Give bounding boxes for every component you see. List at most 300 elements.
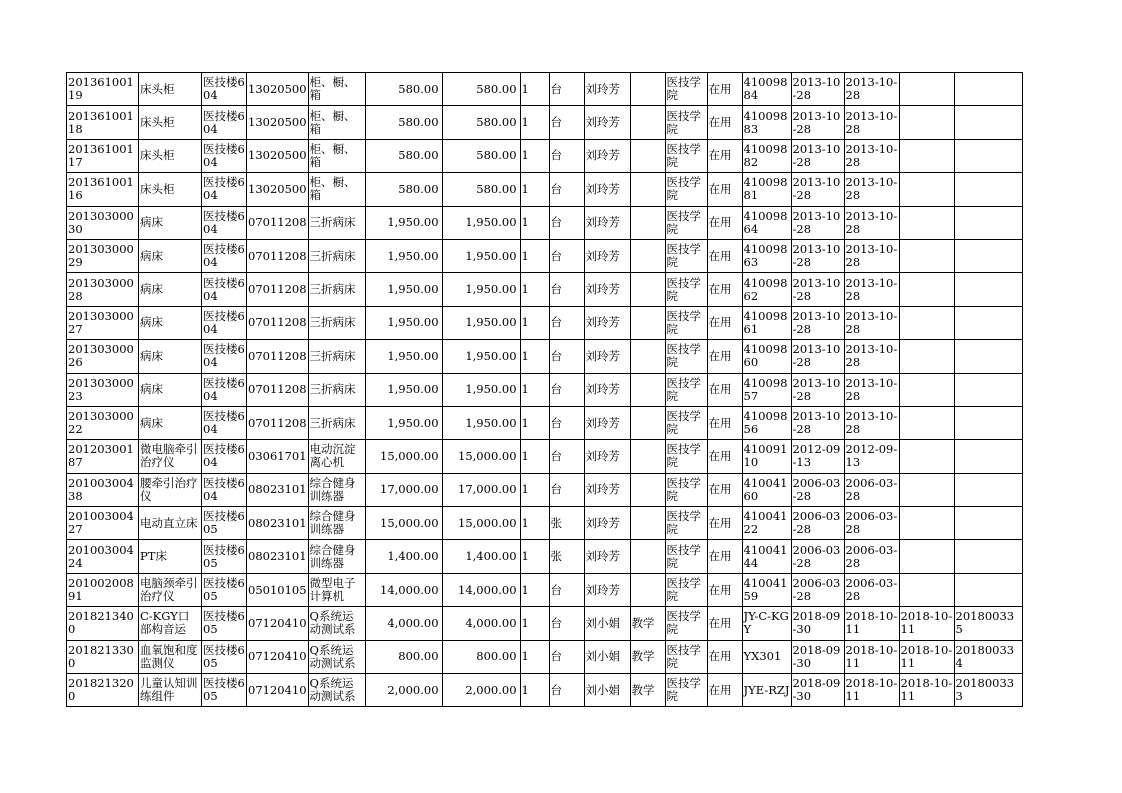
table-cell: 台 xyxy=(549,173,584,206)
table-cell: 1 xyxy=(520,674,549,707)
table-cell: 20100300438 xyxy=(67,473,139,506)
table-cell: Q系统运动测试系 xyxy=(308,674,365,707)
table-cell: 医技学院 xyxy=(665,507,707,540)
table-cell: 1,950.00 xyxy=(442,206,520,239)
table-cell: 201800334 xyxy=(954,640,1022,673)
table-cell: 刘玲芳 xyxy=(584,206,630,239)
table-cell: 580.00 xyxy=(365,173,442,206)
table-cell xyxy=(630,173,665,206)
table-cell: 刘玲芳 xyxy=(584,306,630,339)
table-cell: 医技学院 xyxy=(665,440,707,473)
table-cell: 20130300028 xyxy=(67,273,139,306)
table-cell: 2013-10-28 xyxy=(844,273,899,306)
table-cell: 20120300187 xyxy=(67,440,139,473)
table-cell xyxy=(899,306,954,339)
table-cell: 41004122 xyxy=(742,507,791,540)
table-cell: 台 xyxy=(549,139,584,172)
table-cell xyxy=(630,373,665,406)
table-cell: 医技学院 xyxy=(665,173,707,206)
table-row xyxy=(67,573,1023,606)
table-cell: 1 xyxy=(520,273,549,306)
table-cell: 2013-10-28 xyxy=(791,373,844,406)
table-cell: 41009884 xyxy=(742,73,791,106)
table-cell: 教学 xyxy=(630,607,665,640)
table-cell: 1 xyxy=(520,640,549,673)
table-cell: PT床 xyxy=(139,540,202,573)
table-cell xyxy=(630,473,665,506)
table-cell: 1 xyxy=(520,239,549,272)
table-cell: 病床 xyxy=(139,206,202,239)
table-cell: 医技学院 xyxy=(665,73,707,106)
table-cell: 20130300023 xyxy=(67,373,139,406)
table-cell xyxy=(899,106,954,139)
table-cell: 2013-10-28 xyxy=(844,340,899,373)
table-cell xyxy=(899,206,954,239)
table-cell: 1,950.00 xyxy=(365,273,442,306)
table-cell: 2006-03-28 xyxy=(791,573,844,606)
table-cell: 台 xyxy=(549,306,584,339)
table-cell: 电脑颈牵引治疗仪 xyxy=(139,573,202,606)
table-cell: 台 xyxy=(549,340,584,373)
table-cell: 17,000.00 xyxy=(442,473,520,506)
table-cell: 台 xyxy=(549,640,584,673)
table-cell: 医技楼605 xyxy=(202,573,247,606)
table-cell: 病床 xyxy=(139,239,202,272)
table-cell: 1,950.00 xyxy=(365,340,442,373)
table-cell: 医技学院 xyxy=(665,373,707,406)
table-cell: 刘玲芳 xyxy=(584,73,630,106)
table-cell xyxy=(954,306,1022,339)
table-cell: 2012-09-13 xyxy=(791,440,844,473)
table-cell: 20136100117 xyxy=(67,139,139,172)
table-cell: C-KGY口部构音运 xyxy=(139,607,202,640)
table-cell: 07011208 xyxy=(247,206,309,239)
table-cell: 1 xyxy=(520,473,549,506)
table-cell xyxy=(630,440,665,473)
table-cell: 刘玲芳 xyxy=(584,340,630,373)
table-cell: 医技楼604 xyxy=(202,373,247,406)
table-cell: 病床 xyxy=(139,273,202,306)
table-cell: 13020500 xyxy=(247,106,309,139)
table-cell xyxy=(954,473,1022,506)
table-cell: 台 xyxy=(549,473,584,506)
table-cell: 在用 xyxy=(707,239,742,272)
table-cell: 2018213200 xyxy=(67,674,139,707)
table-row xyxy=(67,139,1023,172)
table-cell: 2006-03-28 xyxy=(791,540,844,573)
table-cell: 刘小娟 xyxy=(584,674,630,707)
table-cell: 41009863 xyxy=(742,239,791,272)
table-cell: 20130300030 xyxy=(67,206,139,239)
table-row xyxy=(67,373,1023,406)
table-cell: 41009860 xyxy=(742,340,791,373)
table-cell: 医技学院 xyxy=(665,406,707,439)
table-cell: 2013-10-28 xyxy=(791,139,844,172)
table-cell: 台 xyxy=(549,73,584,106)
table-cell: 2018-09-30 xyxy=(791,674,844,707)
table-cell: 柜、橱、箱 xyxy=(308,73,365,106)
table-cell: 1,950.00 xyxy=(365,406,442,439)
table-cell: 14,000.00 xyxy=(365,573,442,606)
table-cell: 台 xyxy=(549,573,584,606)
table-cell: 柜、橱、箱 xyxy=(308,106,365,139)
table-cell: 41004160 xyxy=(742,473,791,506)
table-cell: 电动直立床 xyxy=(139,507,202,540)
table-row xyxy=(67,406,1023,439)
table-cell: 1 xyxy=(520,106,549,139)
table-cell: 2013-10-28 xyxy=(791,206,844,239)
table-cell: 刘玲芳 xyxy=(584,507,630,540)
table-cell: 2013-10-28 xyxy=(844,306,899,339)
table-cell: 2018-10-11 xyxy=(844,607,899,640)
table-cell: 三折病床 xyxy=(308,406,365,439)
table-cell xyxy=(899,340,954,373)
table-cell: 刘玲芳 xyxy=(584,239,630,272)
table-cell xyxy=(630,306,665,339)
table-cell xyxy=(630,406,665,439)
table-cell: 2,000.00 xyxy=(365,674,442,707)
table-cell: 03061701 xyxy=(247,440,309,473)
table-cell: Q系统运动测试系 xyxy=(308,607,365,640)
table-row xyxy=(67,340,1023,373)
table-cell: 三折病床 xyxy=(308,340,365,373)
table-cell: 2013-10-28 xyxy=(791,340,844,373)
table-cell: 刘玲芳 xyxy=(584,373,630,406)
table-cell: 2018213300 xyxy=(67,640,139,673)
table-cell: 1 xyxy=(520,73,549,106)
table-cell: 医技楼605 xyxy=(202,674,247,707)
table-cell: 在用 xyxy=(707,573,742,606)
table-cell: 2018-10-11 xyxy=(899,674,954,707)
table-cell xyxy=(899,540,954,573)
table-cell xyxy=(954,573,1022,606)
table-cell: 20100200891 xyxy=(67,573,139,606)
table-cell: 医技楼604 xyxy=(202,440,247,473)
table-cell: 15,000.00 xyxy=(442,440,520,473)
table-cell: 41009882 xyxy=(742,139,791,172)
table-cell: 2,000.00 xyxy=(442,674,520,707)
table-cell: 1 xyxy=(520,607,549,640)
table-cell: 2018-10-11 xyxy=(844,674,899,707)
table-cell xyxy=(954,406,1022,439)
table-cell xyxy=(954,340,1022,373)
table-cell: 07120410 xyxy=(247,674,309,707)
table-cell: 台 xyxy=(549,674,584,707)
table-cell: 医技楼605 xyxy=(202,507,247,540)
table-cell: 柜、橱、箱 xyxy=(308,173,365,206)
table-row xyxy=(67,674,1023,707)
table-cell: 在用 xyxy=(707,440,742,473)
table-cell xyxy=(954,239,1022,272)
table-cell: 580.00 xyxy=(365,73,442,106)
table-cell: 在用 xyxy=(707,507,742,540)
table-cell: 医技学院 xyxy=(665,106,707,139)
table-cell: 2006-03-28 xyxy=(844,473,899,506)
table-cell: 床头柜 xyxy=(139,139,202,172)
table-cell: 三折病床 xyxy=(308,206,365,239)
table-cell: 1 xyxy=(520,440,549,473)
table-cell xyxy=(899,139,954,172)
table-cell: 医技楼604 xyxy=(202,139,247,172)
table-cell xyxy=(954,273,1022,306)
table-cell: 1,400.00 xyxy=(365,540,442,573)
table-cell xyxy=(954,373,1022,406)
table-cell: 医技楼604 xyxy=(202,106,247,139)
table-row xyxy=(67,173,1023,206)
table-cell xyxy=(630,139,665,172)
table-cell: 41009861 xyxy=(742,306,791,339)
table-cell: 刘玲芳 xyxy=(584,173,630,206)
table-cell: 41009857 xyxy=(742,373,791,406)
table-cell: 刘玲芳 xyxy=(584,406,630,439)
table-row xyxy=(67,540,1023,573)
table-cell: 医技楼604 xyxy=(202,406,247,439)
table-cell: 病床 xyxy=(139,340,202,373)
table-cell: 台 xyxy=(549,206,584,239)
table-cell: 2006-03-28 xyxy=(844,540,899,573)
table-cell xyxy=(630,540,665,573)
table-cell: 20136100116 xyxy=(67,173,139,206)
table-cell: 07120410 xyxy=(247,607,309,640)
table-cell: 医技楼604 xyxy=(202,239,247,272)
table-cell: 三折病床 xyxy=(308,239,365,272)
table-cell xyxy=(630,340,665,373)
table-cell: 17,000.00 xyxy=(365,473,442,506)
table-cell: 20100300424 xyxy=(67,540,139,573)
table-cell: 580.00 xyxy=(442,73,520,106)
table-cell: 41004159 xyxy=(742,573,791,606)
table-cell xyxy=(954,507,1022,540)
table-cell: 20136100119 xyxy=(67,73,139,106)
table-cell: 1 xyxy=(520,507,549,540)
table-cell: 2013-10-28 xyxy=(844,106,899,139)
table-cell: 1 xyxy=(520,306,549,339)
table-cell: 41009864 xyxy=(742,206,791,239)
table-cell xyxy=(630,206,665,239)
table-cell: JY-C-KGY xyxy=(742,607,791,640)
table-cell: 20130300027 xyxy=(67,306,139,339)
table-cell: 41009881 xyxy=(742,173,791,206)
table-row xyxy=(67,607,1023,640)
table-cell: 1,950.00 xyxy=(365,206,442,239)
table-cell: 在用 xyxy=(707,640,742,673)
table-cell: 2012-09-13 xyxy=(844,440,899,473)
table-cell xyxy=(954,540,1022,573)
table-row xyxy=(67,239,1023,272)
table-cell: 08023101 xyxy=(247,540,309,573)
table-cell: 20130300022 xyxy=(67,406,139,439)
table-cell: 2013-10-28 xyxy=(791,106,844,139)
table-cell: 20100300427 xyxy=(67,507,139,540)
table-cell: 2013-10-28 xyxy=(844,206,899,239)
table-cell: 刘小娟 xyxy=(584,640,630,673)
table-cell: 1 xyxy=(520,540,549,573)
table-cell: 41009883 xyxy=(742,106,791,139)
table-cell: 在用 xyxy=(707,373,742,406)
table-cell xyxy=(954,440,1022,473)
table-cell: 在用 xyxy=(707,206,742,239)
table-cell: 2006-03-28 xyxy=(844,507,899,540)
table-cell: 1,950.00 xyxy=(365,373,442,406)
table-cell: 医技楼604 xyxy=(202,173,247,206)
table-cell: 医技学院 xyxy=(665,306,707,339)
table-cell: 在用 xyxy=(707,340,742,373)
table-cell: 41009856 xyxy=(742,406,791,439)
table-cell: 在用 xyxy=(707,173,742,206)
table-cell: 15,000.00 xyxy=(365,440,442,473)
table-cell: 医技学院 xyxy=(665,273,707,306)
table-cell: JYE-RZJ xyxy=(742,674,791,707)
table-cell xyxy=(899,239,954,272)
table-cell xyxy=(954,139,1022,172)
table-cell: 07011208 xyxy=(247,406,309,439)
table-row xyxy=(67,473,1023,506)
table-cell: 在用 xyxy=(707,273,742,306)
table-cell: 2013-10-28 xyxy=(791,406,844,439)
table-cell: 医技学院 xyxy=(665,340,707,373)
table-cell: 1 xyxy=(520,406,549,439)
table-cell: 2013-10-28 xyxy=(844,406,899,439)
table-cell: 580.00 xyxy=(442,139,520,172)
table-cell xyxy=(630,239,665,272)
table-cell xyxy=(899,406,954,439)
table-row xyxy=(67,507,1023,540)
table-cell xyxy=(954,73,1022,106)
table-cell: 201800333 xyxy=(954,674,1022,707)
table-cell: 电动沉淀离心机 xyxy=(308,440,365,473)
table-row xyxy=(67,273,1023,306)
table-cell: 微电脑牵引治疗仪 xyxy=(139,440,202,473)
table-cell xyxy=(899,507,954,540)
table-cell: 综合健身训练器 xyxy=(308,507,365,540)
table-cell: 教学 xyxy=(630,640,665,673)
table-cell: 2013-10-28 xyxy=(844,73,899,106)
table-cell: 在用 xyxy=(707,106,742,139)
table-cell: 2013-10-28 xyxy=(844,373,899,406)
table-cell: 医技楼605 xyxy=(202,540,247,573)
table-cell: 1 xyxy=(520,340,549,373)
table-cell: 2013-10-28 xyxy=(844,239,899,272)
table-cell: 刘玲芳 xyxy=(584,139,630,172)
table-cell xyxy=(630,106,665,139)
table-cell: 1,950.00 xyxy=(442,273,520,306)
table-cell: 台 xyxy=(549,106,584,139)
table-cell: 2013-10-28 xyxy=(791,73,844,106)
table-cell xyxy=(630,573,665,606)
table-cell: 台 xyxy=(549,373,584,406)
table-cell xyxy=(954,206,1022,239)
table-cell: 张 xyxy=(549,507,584,540)
table-cell: 2013-10-28 xyxy=(791,239,844,272)
table-cell: 综合健身训练器 xyxy=(308,540,365,573)
table-cell: 1,950.00 xyxy=(365,239,442,272)
table-row xyxy=(67,640,1023,673)
table-cell: 医技楼604 xyxy=(202,206,247,239)
table-cell xyxy=(899,573,954,606)
table-cell: 医技楼605 xyxy=(202,607,247,640)
table-cell: 15,000.00 xyxy=(442,507,520,540)
table-cell: 4,000.00 xyxy=(365,607,442,640)
table-cell: 刘玲芳 xyxy=(584,473,630,506)
table-row xyxy=(67,440,1023,473)
table-cell: 台 xyxy=(549,406,584,439)
table-cell: 2018-10-11 xyxy=(899,607,954,640)
table-cell: 41009110 xyxy=(742,440,791,473)
table-cell: 4,000.00 xyxy=(442,607,520,640)
table-cell: 床头柜 xyxy=(139,73,202,106)
table-cell: 医技学院 xyxy=(665,139,707,172)
table-cell: 在用 xyxy=(707,139,742,172)
table-cell: 床头柜 xyxy=(139,173,202,206)
table-cell: 病床 xyxy=(139,373,202,406)
table-cell: 刘玲芳 xyxy=(584,440,630,473)
table-cell: 1 xyxy=(520,573,549,606)
table-cell: 2006-03-28 xyxy=(791,473,844,506)
table-cell: 2018-10-11 xyxy=(899,640,954,673)
table-cell: 病床 xyxy=(139,306,202,339)
table-cell: 1,950.00 xyxy=(442,340,520,373)
table-cell: 2013-10-28 xyxy=(791,173,844,206)
table-cell: YX301 xyxy=(742,640,791,673)
table-cell: 800.00 xyxy=(365,640,442,673)
table-cell: 2018-10-11 xyxy=(844,640,899,673)
table-cell: 2013-10-28 xyxy=(791,306,844,339)
table-cell: 1 xyxy=(520,139,549,172)
table-cell: 医技学院 xyxy=(665,674,707,707)
table-cell: 医技楼604 xyxy=(202,73,247,106)
table-cell: 05010105 xyxy=(247,573,309,606)
table-cell: 1,950.00 xyxy=(442,406,520,439)
table-cell: 台 xyxy=(549,440,584,473)
table-cell: 08023101 xyxy=(247,473,309,506)
table-cell: 15,000.00 xyxy=(365,507,442,540)
table-cell: 在用 xyxy=(707,607,742,640)
table-cell: 13020500 xyxy=(247,139,309,172)
table-cell: 2013-10-28 xyxy=(791,273,844,306)
table-cell: 刘玲芳 xyxy=(584,273,630,306)
table-cell: 2018213400 xyxy=(67,607,139,640)
table-cell xyxy=(630,507,665,540)
table-cell: 2018-09-30 xyxy=(791,607,844,640)
asset-table xyxy=(66,72,1023,707)
table-cell: 刘玲芳 xyxy=(584,106,630,139)
table-cell: 2013-10-28 xyxy=(844,139,899,172)
table-cell: 刘小娟 xyxy=(584,607,630,640)
table-cell: 07011208 xyxy=(247,373,309,406)
table-cell: 医技学院 xyxy=(665,540,707,573)
table-cell: 三折病床 xyxy=(308,273,365,306)
table-cell: 台 xyxy=(549,607,584,640)
table-cell: 台 xyxy=(549,273,584,306)
table-cell: 580.00 xyxy=(442,106,520,139)
table-cell xyxy=(630,73,665,106)
table-row xyxy=(67,206,1023,239)
table-cell xyxy=(899,273,954,306)
table-cell: 医技学院 xyxy=(665,239,707,272)
table-row xyxy=(67,73,1023,106)
table-cell: 医技楼605 xyxy=(202,640,247,673)
table-cell: 1,950.00 xyxy=(365,306,442,339)
table-cell: 201800335 xyxy=(954,607,1022,640)
table-body xyxy=(67,73,1023,707)
table-cell: 1 xyxy=(520,206,549,239)
table-cell: 2018-09-30 xyxy=(791,640,844,673)
table-cell: 医技学院 xyxy=(665,573,707,606)
table-cell: 在用 xyxy=(707,674,742,707)
table-cell xyxy=(630,273,665,306)
table-cell: 08023101 xyxy=(247,507,309,540)
table-cell: 1 xyxy=(520,373,549,406)
